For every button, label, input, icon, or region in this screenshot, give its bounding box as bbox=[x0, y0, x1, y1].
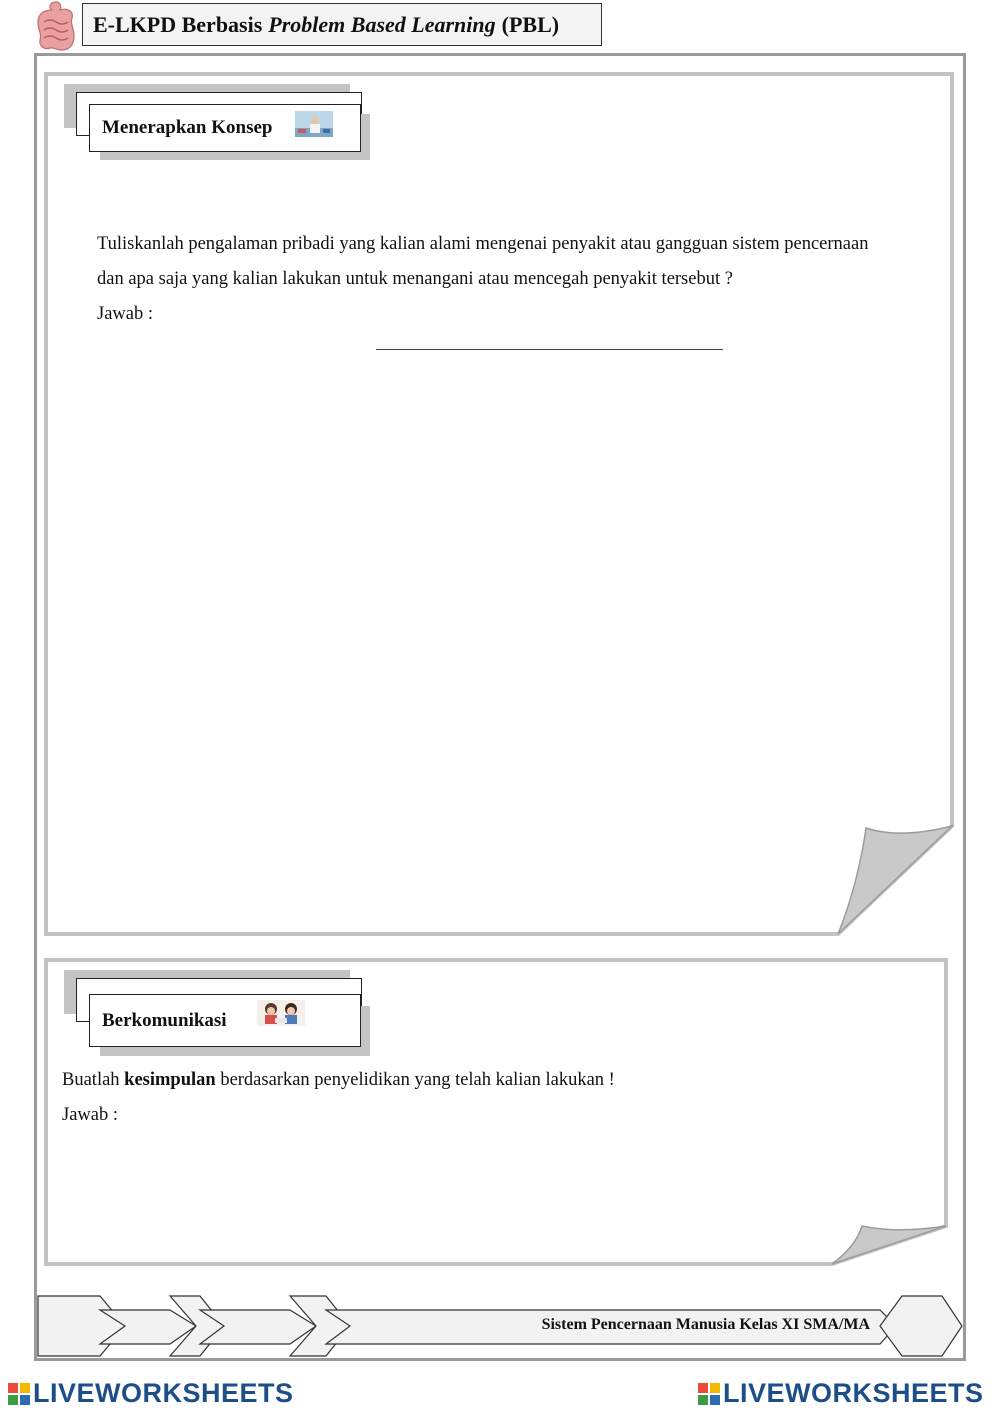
panel-1-border bbox=[46, 74, 952, 934]
brand-right[interactable] bbox=[698, 1378, 984, 1409]
brand-left[interactable] bbox=[8, 1378, 294, 1409]
section-1-question-line-1: Tuliskanlah pengalaman pribadi yang kalian alami mengenai penyakit atau gangguan sistem pencernaan bbox=[97, 234, 869, 254]
children-communicating-icon bbox=[257, 1000, 305, 1026]
section-2-question-prefix: Buatlah bbox=[62, 1070, 120, 1090]
section-2-tab bbox=[89, 994, 361, 1047]
section-2-question-bold: kesimpulan bbox=[124, 1070, 216, 1090]
brand-right-text: LIVEWORKSHEETS bbox=[723, 1378, 984, 1408]
liveworksheets-logo-icon bbox=[698, 1383, 720, 1405]
section-1-answer-label: Jawab : bbox=[97, 304, 153, 324]
section-2-question-suffix: berdasarkan penyelidikan yang telah kalian lakukan ! bbox=[220, 1070, 615, 1090]
header-title-suffix: (PBL) bbox=[501, 11, 560, 37]
section-1-question-line-2: dan apa saja yang kalian lakukan untuk menangani atau mencegah penyakit tersebut ? bbox=[97, 269, 733, 289]
section-1-question bbox=[97, 227, 957, 332]
header-title-italic: Problem Based Learning bbox=[268, 11, 496, 37]
brand-left-text: LIVEWORKSHEETS bbox=[33, 1378, 294, 1408]
liveworksheets-logo-icon bbox=[8, 1383, 30, 1405]
section-2-question-line bbox=[62, 1063, 922, 1098]
section-1-title: Menerapkan Konsep bbox=[102, 117, 273, 138]
header-title-prefix: E-LKPD Berbasis bbox=[93, 11, 263, 37]
footer-subject: Sistem Pencernaan Manusia Kelas XI SMA/MA bbox=[541, 1316, 870, 1333]
section-2-question bbox=[62, 1063, 922, 1133]
section-2-answer-label: Jawab : bbox=[62, 1105, 118, 1125]
section-2-title: Berkomunikasi bbox=[102, 1009, 227, 1031]
classroom-picture-icon bbox=[295, 111, 333, 137]
section-1-answer-line[interactable] bbox=[376, 349, 723, 350]
